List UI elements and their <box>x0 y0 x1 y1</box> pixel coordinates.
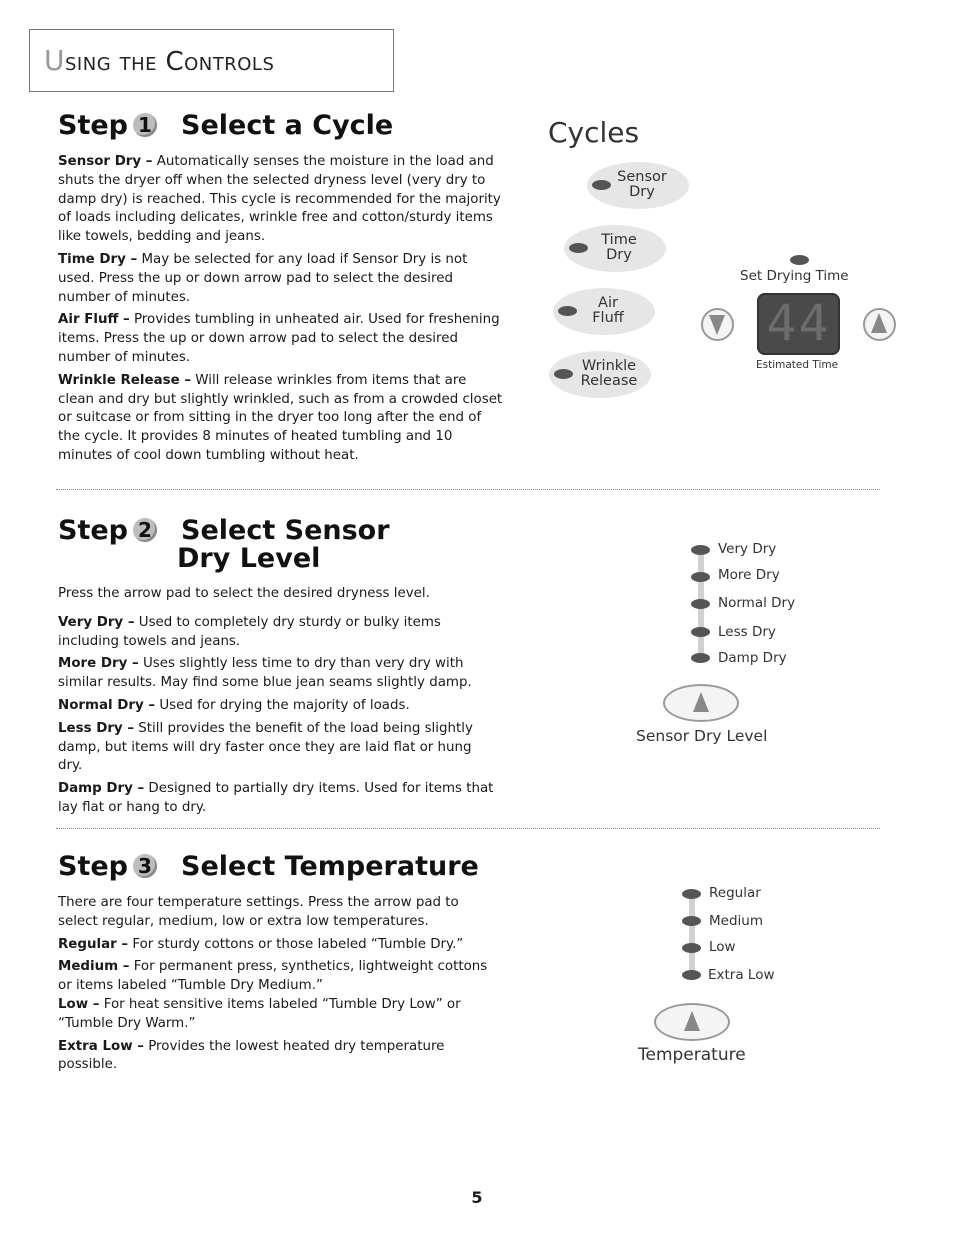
temperature-regular: Regular <box>709 885 761 901</box>
step2-intro: Press the arrow pad to select the desired dryness level. <box>58 586 430 601</box>
step2-number-badge: 2 <box>133 518 157 542</box>
up-arrow-icon <box>871 313 887 333</box>
step1-item: Air Fluff – Provides tumbling in unheated air. Used for freshening items. Press the up or down arrow pad to select the desired number of minutes. <box>58 312 500 365</box>
dry-level-normal-dry: Normal Dry <box>718 595 796 611</box>
step3-item: Extra Low – Provides the lowest heated dry temperature possible. <box>58 1038 445 1073</box>
dry-level-led <box>691 545 710 555</box>
step3-item: Regular – For sturdy cottons or those labeled “Tumble Dry.” <box>58 936 464 952</box>
step2-item: Less Dry – Still provides the benefit of the load being slightly damp, but items will dry faster once they are laid flat or hung dry. <box>58 720 473 774</box>
estimated-time-label: Estimated Time <box>756 359 839 371</box>
dry-level-more-dry: More Dry <box>718 567 780 583</box>
step3-heading: Step 3 Select Temperature <box>58 851 479 882</box>
up-arrow-icon <box>693 692 709 712</box>
step1-body <box>58 153 506 470</box>
set-time-indicator-led <box>790 255 809 265</box>
cycles-title: Cycles <box>548 116 640 149</box>
step2-body <box>58 585 498 822</box>
step3-body <box>58 894 498 1079</box>
step2-item: More Dry – Uses slightly less time to dry than very dry with similar results. May find some blue jean seams slightly damp. <box>58 656 472 691</box>
step2-heading-line2: Dry Level <box>177 543 321 574</box>
temperature-rail <box>689 893 695 976</box>
cycle-indicator-led <box>554 369 573 379</box>
up-arrow-icon <box>684 1011 700 1031</box>
dry-level-led <box>691 572 710 582</box>
step1-item: Sensor Dry – Automatically senses the moisture in the load and shuts the dryer off when the selected dryness level (very dry to damp dry) is reached. This cycle is recommended for the majority of loads including delicates, wrinkle free and cotton/sturdy items like towels, bedding and jeans. <box>58 154 501 245</box>
temperature-low: Low <box>709 939 736 955</box>
step3-item: Low – For heat sensitive items labeled “Tumble Dry Low” or “Tumble Dry Warm.” <box>58 996 461 1031</box>
down-arrow-icon <box>709 315 725 335</box>
dry-level-led <box>691 599 710 609</box>
dry-level-less-dry: Less Dry <box>718 624 776 640</box>
step3-intro: There are four temperature settings. Press the arrow pad to select regular, medium, low or extra low temperatures. <box>58 895 459 929</box>
cycle-indicator-led <box>558 306 577 316</box>
temperature-led <box>682 943 701 953</box>
cycle-indicator-led <box>569 243 588 253</box>
step1-item: Time Dry – May be selected for any load if Sensor Dry is not used. Press the up or down arrow pad to select the desired number of minutes. <box>58 251 468 305</box>
dry-level-damp-dry: Damp Dry <box>718 650 787 666</box>
section-title: Using the Controls <box>44 44 275 77</box>
step1-heading: Step 1 Select a Cycle <box>58 110 394 141</box>
temperature-medium: Medium <box>709 913 763 929</box>
temperature-extra-low: Extra Low <box>708 967 775 983</box>
sensor-dry-level-label: Sensor Dry Level <box>636 727 768 745</box>
temperature-led <box>682 970 701 980</box>
cycle-label-time-dry: Time Dry <box>601 232 637 263</box>
cycle-label-sensor-dry: Sensor Dry <box>617 169 667 200</box>
step2-item: Very Dry – Used to completely dry sturdy or bulky items including towels and jeans. <box>58 614 441 649</box>
dry-level-led <box>691 627 710 637</box>
temperature-label: Temperature <box>638 1045 746 1065</box>
dry-level-very-dry: Very Dry <box>718 541 777 557</box>
set-drying-time-label: Set Drying Time <box>740 268 849 284</box>
step2-item: Normal Dry – Used for drying the majority of loads. <box>58 697 410 713</box>
step2-item: Damp Dry – Designed to partially dry items. Used for items that lay flat or hang to dry. <box>58 781 494 815</box>
dry-level-led <box>691 653 710 663</box>
step1-number-badge: 1 <box>133 113 157 137</box>
section-divider <box>56 489 880 490</box>
step3-number-badge: 3 <box>133 854 157 878</box>
page-number: 5 <box>471 1188 483 1207</box>
step1-item: Wrinkle Release – Will release wrinkles from items that are clean and dry but slightly wrinkled, such as from a crowded closet or suitcase or from sitting in the dryer too long after the end of the cycle. It provides 8 minutes of heated tumbling and 10 minutes of cool down tumbling without heat. <box>58 372 503 463</box>
time-display: 44 <box>757 293 840 355</box>
cycle-label-air-fluff: Air Fluff <box>592 295 624 326</box>
step2-heading: Step 2 Select Sensor <box>58 515 390 546</box>
section-divider <box>56 828 880 829</box>
step3-item: Medium – For permanent press, synthetics, lightweight cottons or items labeled “Tumble Dry Medium.” <box>58 959 488 994</box>
temperature-led <box>682 889 701 899</box>
cycle-label-wrinkle-release: Wrinkle Release <box>580 358 638 389</box>
temperature-led <box>682 916 701 926</box>
